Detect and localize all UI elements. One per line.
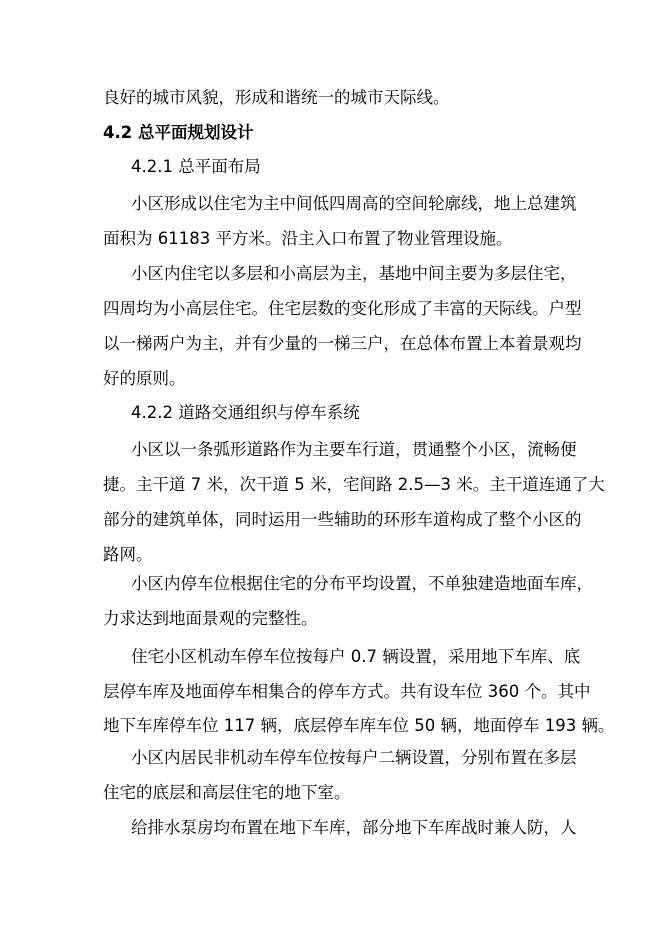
paragraph-line: 部分的建筑单体，同时运用一些辅助的环形车道构成了整个小区的 bbox=[103, 510, 582, 529]
paragraph-line: 力求达到地面景观的完整性。 bbox=[103, 609, 318, 628]
paragraph-line: 好的原则。 bbox=[103, 369, 186, 388]
paragraph-line: 路网。 bbox=[103, 545, 153, 564]
paragraph-line: 四周均为小高层住宅。住宅层数的变化形成了丰富的天际线。户型 bbox=[103, 299, 582, 318]
subsection-heading-general-layout: 4.2.1 总平面布局 bbox=[131, 157, 261, 176]
paragraph-line: 以一梯两户为主，并有少量的一梯三户，在总体布置上本着景观均 bbox=[103, 334, 582, 353]
subsection-heading-traffic: 4.2.2 道路交通组织与停车系统 bbox=[131, 403, 360, 422]
paragraph-line: 住宅小区机动车停车位按每户 0.7 辆设置，采用地下车库、底 bbox=[131, 647, 581, 666]
paragraph-line: 小区内住宅以多层和小高层为主，基地中间主要为多层住宅， bbox=[131, 264, 577, 283]
paragraph-line: 小区以一条弧形道路作为主要车行道，贯通整个小区，流畅便 bbox=[131, 440, 577, 459]
paragraph-line: 小区内停车位根据住宅的分布平均设置，不单独建造地面车库， bbox=[131, 574, 593, 593]
paragraph-line: 地下车库停车位 117 辆，底层停车库车位 50 辆，地面停车 193 辆。 bbox=[103, 716, 615, 735]
paragraph-line: 小区形成以住宅为主中间低四周高的空间轮廓线，地上总建筑 bbox=[131, 194, 577, 213]
paragraph-line: 小区内居民非机动车停车位按每户二辆设置，分别布置在多层 bbox=[131, 748, 577, 767]
paragraph-line: 给排水泵房均布置在地下车库，部分地下车库战时兼人防，人 bbox=[131, 818, 577, 837]
paragraph-line: 住宅的底层和高层住宅的地下室。 bbox=[103, 783, 351, 802]
paragraph-line: 面积为 61183 平方米。沿主入口布置了物业管理设施。 bbox=[103, 229, 513, 248]
section-heading: 4.2 总平面规划设计 bbox=[103, 123, 254, 142]
paragraph-line: 捷。主干道 7 米，次干道 5 米，宅间路 2.5—3 米。主干道连通了大 bbox=[103, 475, 605, 494]
paragraph-line: 层停车库及地面停车相集合的停车方式。共有设车位 360 个。其中 bbox=[103, 682, 591, 701]
intro-line: 良好的城市风貌，形成和谐统一的城市天际线。 bbox=[103, 88, 450, 107]
